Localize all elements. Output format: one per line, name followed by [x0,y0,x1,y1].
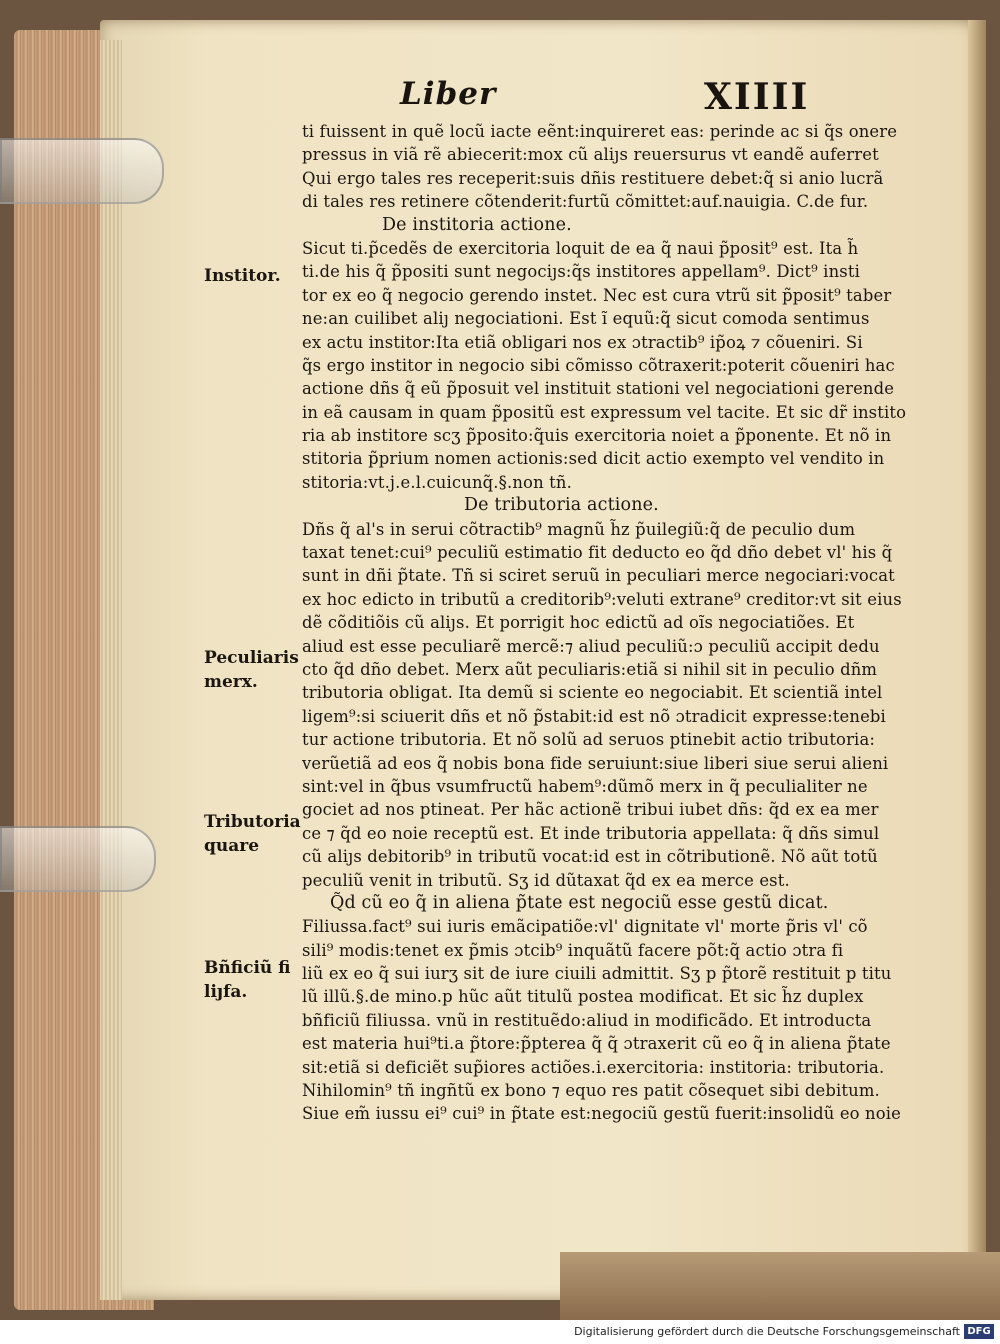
text-line: lũ illũ.§.de mino.p hũc aũt titulũ postea modificat. Et sic h̃z duplex [302,987,864,1007]
text-line: sili⁹ modis:tenet ex p̃mis ɔtcib⁹ inquãtũ facere põt:q̃ actio ɔtra fi [302,940,844,960]
text-line: ti fuissent in quẽ locũ iacte eẽnt:inquireret eas: perinde ac si q̃s onere [302,122,898,141]
folio-number: XIIII [704,76,810,118]
text-line: sunt in dñi p̃tate. Tñ si sciret seruũ in peculiari merce negociari:vocat [302,566,895,586]
text-line: gociet ad nos ptineat. Per hãc actionẽ tribui iubet dñs: q̃d ex ea mer [302,800,879,820]
text-line: sit:etiã si deficiẽt sup̃iores actiões.i.exercitoria: institoria: tributoria. [302,1057,885,1077]
margin-note-line: liȷfa. [204,982,248,1002]
text-line: di tales res retinere cõtenderit:furtũ cõmittet:auf.nauigia. C.de fur. [302,192,869,212]
glass-clip-top [0,138,164,204]
text-line: ex hoc edicto in tributũ a creditorib⁹:veluti extrane⁹ creditor:vt sit eius [302,589,902,609]
text-line: ligem⁹:si sciuerit dñs et nõ p̃stabit:id est nõ ɔtradicit expresse:tenebi [302,706,886,726]
funding-credit: Digitalisierung gefördert durch die Deutsche Forschungsgemeinschaft [574,1325,960,1338]
text-line: stitoria p̃prium nomen actionis:sed dicit actio exempto vel vendito in [302,449,885,469]
section-heading: De institoria actione. [382,214,572,235]
text-line: cto q̃d dño debet. Merx aũt peculiaris:etiã si nihil sit in peculio dñm [302,659,878,679]
text-line: bñficiũ filiussa. vnũ in restituẽdo:aliud in modificãdo. Et introducta [302,1010,872,1030]
text-line: ex actu institor:Ita etiã obligari nos ex ɔtractib⁹ ip̃oꝝ ⁊ cõueniri. Si [302,332,863,352]
text-line: Filiussa.fact⁹ sui iuris emãcipatiõe:vl' dignitate vl' morte p̃ris vl' cõ [302,917,868,937]
section-heading: Q̃d cũ eo q̃ in aliena p̃tate est negociũ esse gestũ dicat. [330,892,829,913]
running-head [400,76,820,126]
text-line: Qui ergo tales res receperit:suis dñis restituere debet:q̃ si anio lucrã [302,168,884,188]
margin-note-line: Peculiaris [204,648,299,668]
text-line: tor ex eo q̃ negocio gerendo instet. Nec est cura vtrũ sit p̃posit⁹ taber [302,285,892,305]
margin-note-line: Bñficiũ fi [204,958,291,978]
margin-note-line: merx. [204,672,258,692]
text-line: Dñs q̃ al's in serui cõtractib⁹ magnũ h̃z p̃uilegiũ:q̃ de peculio dum [302,519,856,539]
margin-note-beneficium [204,956,304,1004]
text-line: ne:an cuilibet aliȷ negociationi. Est ĩ equũ:q̃ sicut comoda sentimus [302,309,870,329]
page-stack-edge [100,40,122,1300]
margin-note-peculiaris [204,646,304,694]
text-line: Nihilomin⁹ tñ ingñtũ ex bono ⁊ equo res patit cõsequet sibi debitum. [302,1081,880,1101]
text-line: actione dñs q̃ eũ p̃posuit vel instituit stationi vel negociationi gerende [302,379,895,399]
text-line: tributoria obligat. Ita demũ si sciente eo negociabit. Et scientiã intel [302,683,883,703]
text-line: pressus in viã rẽ abiecerit:mox cũ aliȷs reuersurus vt eandẽ auferret [302,145,879,165]
text-line: Sicut ti.p̃cedẽs de exercitoria loquit de ea q̃ naui p̃posit⁹ est. Ita h̃ [302,238,859,258]
text-line: ria ab institore scʒ p̃posito:q̃uis exercitoria noiet a p̃ponente. Et nõ in [302,426,892,446]
book-cover-strip [560,1252,1000,1320]
text-line: verũetiã ad eos q̃ nobis bona fide seruiunt:siue liberi siue serui alieni [302,753,889,773]
text-line: taxat tenet:cui⁹ peculiũ estimatio fit deducto eo q̃d dño debet vl' his q̃ [302,543,893,563]
footer-bar [0,1320,1000,1344]
text-line: est materia hui⁹ti.a p̃tore:p̃pterea q̃ q̃ ɔtraxerit cũ eo q̃ in aliena p̃tate [302,1034,891,1054]
text-line: sint:vel in q̃bus vsumfructũ habem⁹:dũmõ merx in q̃ peculialiter ne [302,776,868,796]
text-line: in eã causam in quam p̃positũ est expressum vel tacite. Et sic dr̃ instito [302,402,907,422]
margin-note-line: Institor. [204,266,281,286]
margin-note-line: Tributoria [204,812,301,832]
text-line: Siue em̃ iussu ei⁹ cui⁹ in p̃tate est:negociũ gestũ fuerit:insolidũ eo noie [302,1104,902,1124]
section-heading: De tributoria actione. [464,495,659,516]
text-line: q̃s ergo institor in negocio sibi cõmisso cõtraxerit:poterit cõueniri hac [302,355,895,375]
text-line: peculiũ venit in tributũ. Sʒ id dũtaxat q̃d ex ea merce est. [302,870,790,890]
running-head-liber: Liber [400,76,497,112]
text-line: liũ ex eo q̃ sui iurʒ sit de iure ciuili admittit. Sʒ p p̃torẽ restituit p titu [302,964,892,984]
text-line: aliud est esse peculiarẽ mercẽ:⁊ aliud peculiũ:ɔ peculiũ accipit dedu [302,636,880,656]
dfg-logo: DFG [964,1324,994,1339]
margin-note-line: quare [204,836,260,856]
text-line: dẽ cõditiõis cũ aliȷs. Et porrigit hoc edictũ ad oĩs negociatiões. Et [302,613,855,633]
text-line: stitoria:vt.j.e.l.cuicunq̃.§.non tñ. [302,472,572,492]
text-line: cũ aliȷs debitorib⁹ in tributũ vocat:id est in cõtributionẽ. Nõ aũt totũ [302,847,878,867]
margin-note-institor [204,264,304,288]
text-line: tur actione tributoria. Et nõ solũ ad seruos ptinebit actio tributoria: [302,730,876,750]
gutter-shadow [968,20,986,1300]
main-text-column [302,120,942,1126]
margin-note-tributoria [204,810,304,858]
glass-clip-bottom [0,826,156,892]
text-line: ti.de his q̃ p̃positi sunt negociȷs:q̃s institores appellam⁹. Dict⁹ insti [302,262,860,282]
text-line: ce ⁊ q̃d eo noie receptũ est. Et inde tributoria appellata: q̃ dñs simul [302,823,880,843]
